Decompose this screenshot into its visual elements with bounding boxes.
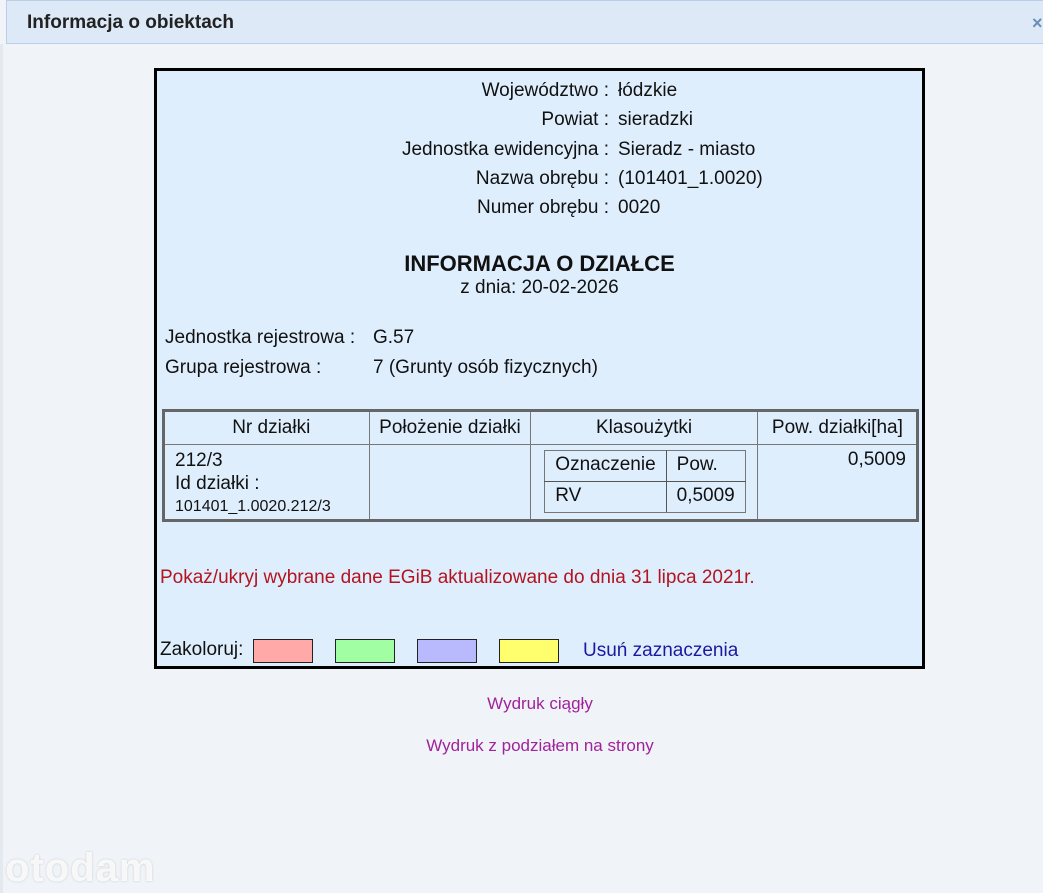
klasouzytki-header-row [545,451,745,482]
jednostka-row [157,137,922,163]
nazwa-obrebu-row [157,166,922,192]
table-header-row [164,411,918,445]
numer-obrebu-row [157,195,922,221]
klasouzytki-header-pow: Pow. [666,451,745,482]
color-swatch-blue[interactable] [417,639,477,663]
klasouzytki-cell [531,445,758,521]
registry-unit-value: G.57 [373,327,415,348]
registry-unit-label: Jednostka rejestrowa : [165,327,356,348]
parcel-number-cell [164,445,370,521]
header-polozenie: Położenie działki [369,411,531,445]
print-continuous-link[interactable]: Wydruk ciągły [487,694,593,713]
nazwa-obrebu-label: Nazwa obrębu : [475,168,609,189]
klasouzytki-pow: 0,5009 [666,482,745,513]
report-heading: INFORMACJA O DZIAŁCE [404,251,675,276]
watermark-logo: otodam [5,846,156,890]
header-klasouzytki: Klasoużytki [531,411,758,445]
powiat-row [157,107,922,133]
window-title: Informacja o obiektach [27,12,234,33]
left-border [0,44,3,893]
nazwa-obrebu-value: (101401_1.0020) [618,168,763,189]
parcel-location-cell [369,445,531,521]
wojewodztwo-value: łódzkie [618,80,678,101]
parcel-info-panel [154,68,925,669]
klasouzytki-row [545,482,745,513]
color-swatch-yellow[interactable] [499,639,559,663]
window-titlebar [6,0,1043,44]
registry-group-value: 7 (Grunty osób fizycznych) [373,357,598,378]
numer-obrebu-label: Numer obrębu : [476,197,609,218]
registry-group-label: Grupa rejestrowa : [165,357,322,378]
jednostka-label: Jednostka ewidencyjna : [401,139,609,160]
header-nr-dzialki: Nr działki [164,411,370,445]
klasouzytki-header-oznaczenie: Oznaczenie [545,451,666,482]
parcel-id-value: 101401_1.0020.212/3 [175,498,331,515]
jednostka-value: Sieradz - miasto [618,139,756,160]
print-paged-link[interactable]: Wydruk z podziałem na strony [426,736,654,755]
powiat-value: sieradzki [618,109,693,130]
registry-unit-row [157,325,922,351]
parcel-area: 0,5009 [757,445,917,521]
parcel-id-label: Id działki : [175,473,260,494]
clear-selection-link[interactable]: Usuń zaznaczenia [583,640,739,661]
color-swatch-red[interactable] [253,639,313,663]
parcel-table [162,409,919,522]
close-icon[interactable]: × [1032,13,1043,33]
registry-group-row [157,355,922,381]
color-swatch-green[interactable] [335,639,395,663]
wojewodztwo-row [157,78,922,104]
table-row [164,445,918,521]
header-pow-dzialki: Pow. działki[ha] [757,411,917,445]
egib-toggle-link[interactable]: Pokaż/ukryj wybrane dane EGiB aktualizowane do dnia 31 lipca 2021r. [160,567,755,588]
report-date: z dnia: 20-02-2026 [460,277,619,298]
parcel-number: 212/3 [175,450,223,471]
powiat-label: Powiat : [541,109,609,130]
klasouzytki-table [544,450,745,513]
numer-obrebu-value: 0020 [618,197,661,218]
klasouzytki-oznaczenie: RV [545,482,666,513]
colorize-label: Zakoloruj: [160,639,244,660]
wojewodztwo-label: Województwo : [481,80,609,101]
